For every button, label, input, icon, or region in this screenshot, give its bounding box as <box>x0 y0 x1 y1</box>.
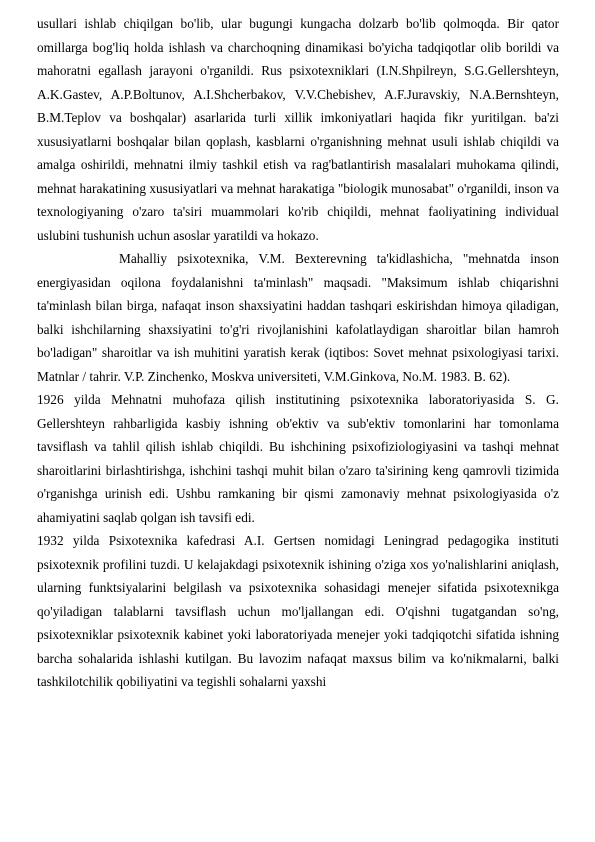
paragraph-psychotechnics-history: usullari ishlab chiqilgan bo'lib, ular bugungi kungacha dolzarb bo'lib qolmoqda. Bir qator omillarga bog'liq holda ishlash va charchoqning dinamikasi bo'yicha tadqiqotlar olib borildi va mahoratni egallash jarayoni o'rganildi. Rus psixotexniklari (I.N.Shpilreyn, S.G.Gellershteyn, A.K.Gastev, A.P.Boltunov, A.I.Shcherbakov, V.V.Chebishev, A.F.Juravskiy, N.A.Bernshteyn, B.M.Teplov va boshqalar) asarlarida turli xillik imkoniyatlari haqida fikr yuritilgan. ba'zi xususiyatlarni boshqalar bilan qoplash, kasblarni o'rganishning mehnat usuli ishlab chiqildi va amalga oshirildi, mehnatni ilmiy tashkil etish va rag'batlantirish masalalari muhokama qilindi, mehnat harakatining xususiyatlari va mehnat harakatiga "biologik munosabat" o'rganildi, inson va texnologiyaning o'zaro ta'siri muammolari ko'rib chiqildi, mehnat faoliyatining individual uslubini tushunish uchun asoslar yaratildi va hokazo. <box>37 16 559 243</box>
paragraph-1926-gellershteyn: 1926 yilda Mehnatni muhofaza qilish institutining psixotexnika laboratoriyasida S. G. Gellershteyn rahbarligida kasbiy ishning ob'ektiv va sub'ektiv tomonlarini har tomonlama tavsiflash va tahlil qilish ishlab chiqildi. Bu ishchining psixofiziologiyasini va tashqi mehnat sharoitlarini birlashtirishga, ishchini tashqi muhit bilan o'zaro ta'sirining keng qamrovli tizimida o'rganishga urinish edi. Ushbu ramkaning bir qismi zamonaviy mehnat psixologiyasida o'z ahamiyatini saqlab qolgan ish tavsifi edi. <box>37 392 559 525</box>
document-body <box>37 12 559 694</box>
paragraph-1932-gertsen-institute: 1932 yilda Psixotexnika kafedrasi A.I. Gertsen nomidagi Leningrad pedagogika instituti psixotexnik profilini tuzdi. U kelajakdagi psixotexnik ishining o'ziga xos yo'nalishlarini aniqlash, ularning funktsiyalarini belgilash va psixotexnika sohasidagi menejer sifatida psixotexnikga qo'yiladigan talablarni tavsiflash uchun mo'ljallangan edi. O'qishni tugatgandan so'ng, psixotexniklar psixotexnik kabinet yoki laboratoriyada menejer yoki tadqiqotchi sifatida ishning barcha sohalarida ishlashi kutilgan. Bu lavozim nafaqat maxsus bilim va ko'nikmalarni, balki tashkilotchilik qobiliyatini va tegishli sohalarni yaxshi <box>37 533 559 689</box>
paragraph-bekhterev-quote: Mahalliy psixotexnika, V.M. Bexterevning ta'kidlashicha, "mehnatda inson energiyasidan oqilona foydalanishni ta'minlash" maqsadi. "Maksimum ishlab chiqarishni ta'minlash bilan birga, nafaqat inson shaxsiyatini haddan tashqari eskirishdan himoya qiladigan, balki ishchilarning shaxsiyatini to'g'ri rivojlanishini kafolatlaydigan sharoitlar bilan hamroh bo'ladigan" sharoitlar va ish muhitini yaratish kerak (iqtibos: Sovet mehnat psixologiyasi tarixi. Matnlar / tahrir. V.P. Zinchenko, Moskva universiteti, V.M.Ginkova, No.M. 1983. B. 62). <box>37 251 559 384</box>
